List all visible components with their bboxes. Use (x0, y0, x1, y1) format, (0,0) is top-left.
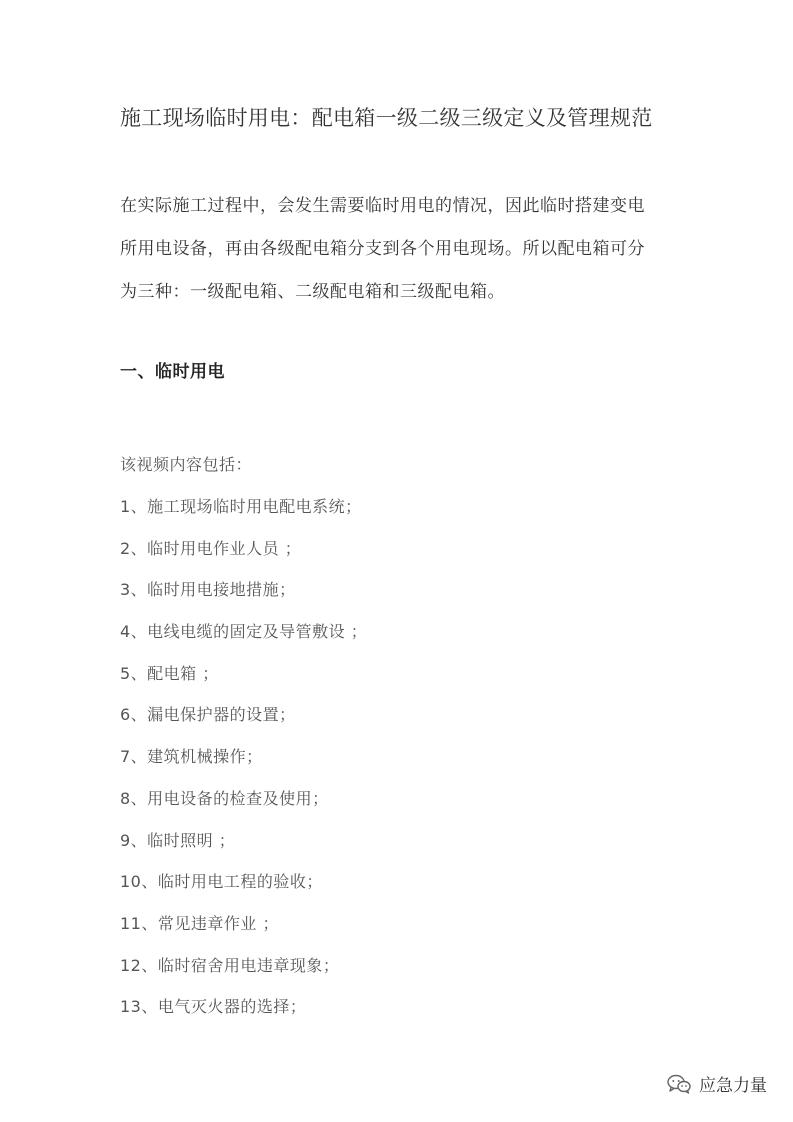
watermark-text: 应急力量 (699, 1076, 767, 1096)
wechat-icon (667, 1074, 691, 1094)
list-item: 9、临时照明 ； (120, 830, 236, 850)
intro-line: 所用电设备，再由各级配电箱分支到各个用电现场。所以配电箱可分 (120, 239, 645, 259)
list-item: 12、临时宿舍用电违章现象； (120, 955, 340, 975)
list-item: 3、临时用电接地措施； (120, 580, 296, 600)
content-list (120, 490, 367, 1032)
list-item: 11、常见违章作业 ； (120, 913, 279, 933)
intro-paragraph (120, 185, 695, 314)
list-intro: 该视频内容包括： (120, 455, 253, 474)
list-item: 5、配电箱 ； (120, 663, 219, 683)
list-item: 8、用电设备的检查及使用； (120, 788, 329, 808)
account-watermark (667, 1071, 767, 1096)
list-item: 7、建筑机械操作； (120, 747, 263, 767)
section-heading: 一、临时用电 (120, 362, 225, 382)
list-item: 6、漏电保护器的设置； (120, 705, 296, 725)
intro-line: 在实际施工过程中，会发生需要临时用电的情况，因此临时搭建变电 (120, 196, 645, 216)
list-item: 13、电气灭火器的选择； (120, 997, 307, 1017)
intro-line: 为三种：一级配电箱、二级配电箱和三级配电箱。 (120, 282, 505, 302)
list-item: 4、电线电缆的固定及导管敷设 ； (120, 622, 368, 642)
list-item: 10、临时用电工程的验收； (120, 872, 323, 892)
page-title: 施工现场临时用电：配电箱一级二级三级定义及管理规范 (120, 106, 653, 130)
list-item: 1、施工现场临时用电配电系统； (120, 497, 362, 516)
list-item: 2、临时用电作业人员 ； (120, 538, 302, 558)
